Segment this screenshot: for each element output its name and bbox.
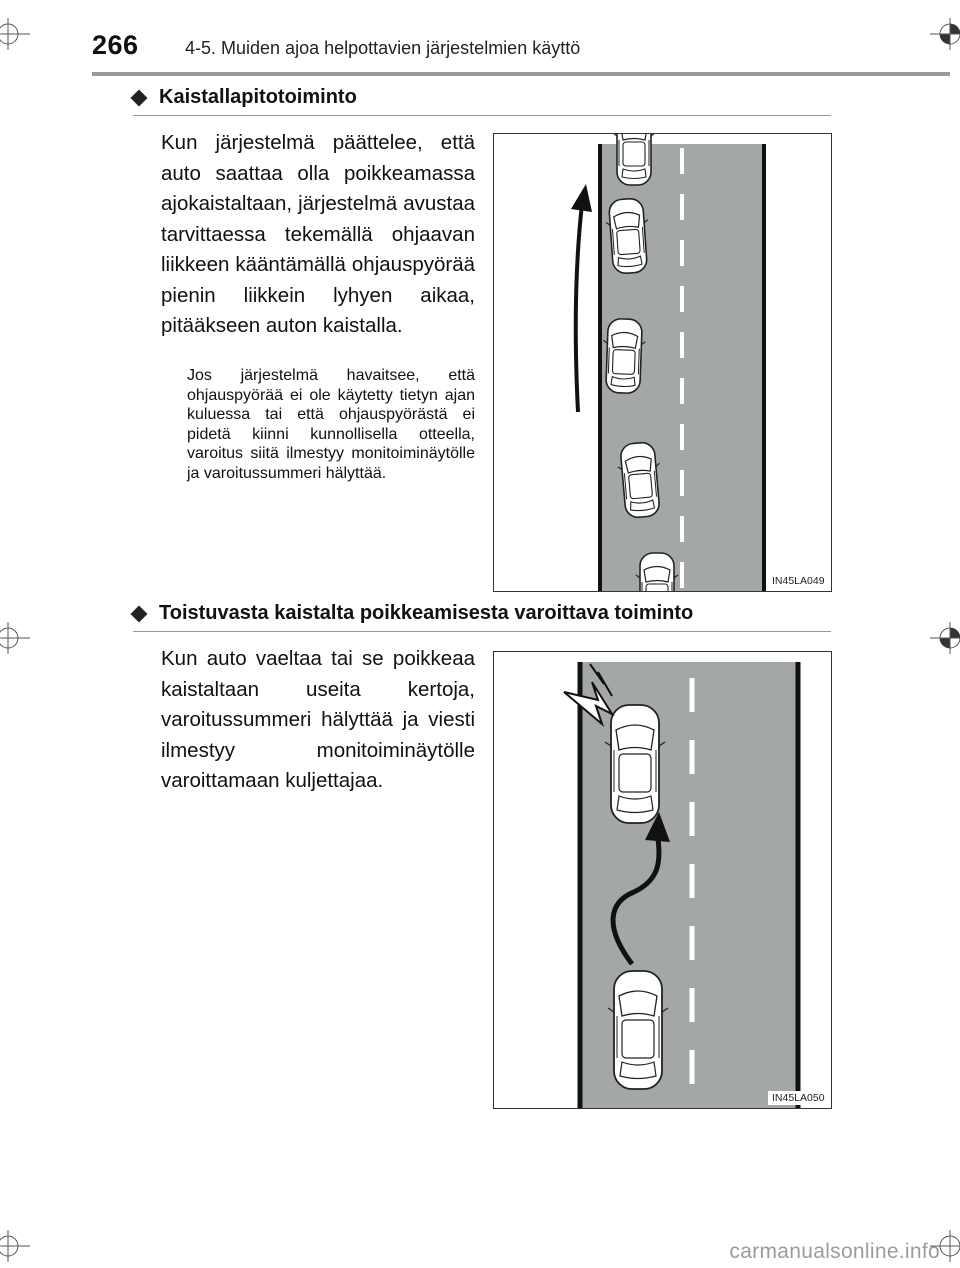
steering-arrow-icon (576, 204, 582, 412)
section-rule (133, 631, 831, 632)
section-title: Toistuvasta kaistalta poikkeamisesta varoittava toiminto (159, 602, 694, 624)
car-icon (605, 705, 665, 823)
crop-mark-bottom-left (0, 1226, 40, 1266)
lane-departure-illustration (494, 652, 831, 1108)
crop-mark-top-right (920, 14, 960, 54)
car-icon (602, 318, 647, 393)
car-icon (613, 134, 655, 185)
page-number: 266 (92, 30, 139, 60)
arrow-head-icon (571, 184, 592, 212)
section-note-text: Jos järjestelmä havaitsee, että ohjauspyörää ei ole käytetty tietyn ajan kuluessa tai että ohjauspyörästä ei pidetä kiinni kunnollisella otteella, varoitus siitä ilmestyy monitoiminäytölle ja varoitussummeri hälyttää. (187, 367, 475, 482)
watermark: carmanualsonline.info (729, 1240, 940, 1263)
crop-mark-mid-right (920, 618, 960, 658)
chapter-title: 4-5. Muiden ajoa helpottavien järjestelmien käyttö (185, 38, 581, 58)
section-body-text: Kun auto vaeltaa tai se poikkeaa kaistaltaan useita kertoja, varoitussummeri hälyttää ja viesti ilmestyy monitoiminäytölle varoittamaan kuljettajaa. (161, 647, 475, 792)
figure-lane-departure-warning (493, 651, 832, 1109)
figure-code: IN45LA049 (768, 574, 829, 588)
lane-keeping-illustration (494, 134, 831, 591)
figure-lane-keeping (493, 133, 832, 592)
section-body-text: Kun järjestelmä päättelee, että auto saattaa olla poikkeamassa ajokaistaltaan, järjestelmä avustaa tarvittaessa tekemällä ohjaavan liikkeen kääntämällä ohjauspyörää pienin liikkein lyhyen aikaa, pitääkseen auton kaistalla. (161, 131, 475, 337)
car-icon (636, 553, 678, 591)
header-rule (92, 72, 950, 76)
diamond-bullet-icon (131, 605, 148, 622)
section-rule (133, 115, 831, 116)
section-heading-lane-departure-warning (133, 602, 693, 625)
car-icon (608, 971, 668, 1089)
crop-mark-mid-left (0, 618, 40, 658)
section-heading-lane-keeping (133, 86, 357, 109)
diamond-bullet-icon (131, 89, 148, 106)
figure-code: IN45LA050 (768, 1091, 829, 1105)
section-title: Kaistallapitotoiminto (159, 86, 357, 108)
crop-mark-top-left (0, 14, 40, 54)
